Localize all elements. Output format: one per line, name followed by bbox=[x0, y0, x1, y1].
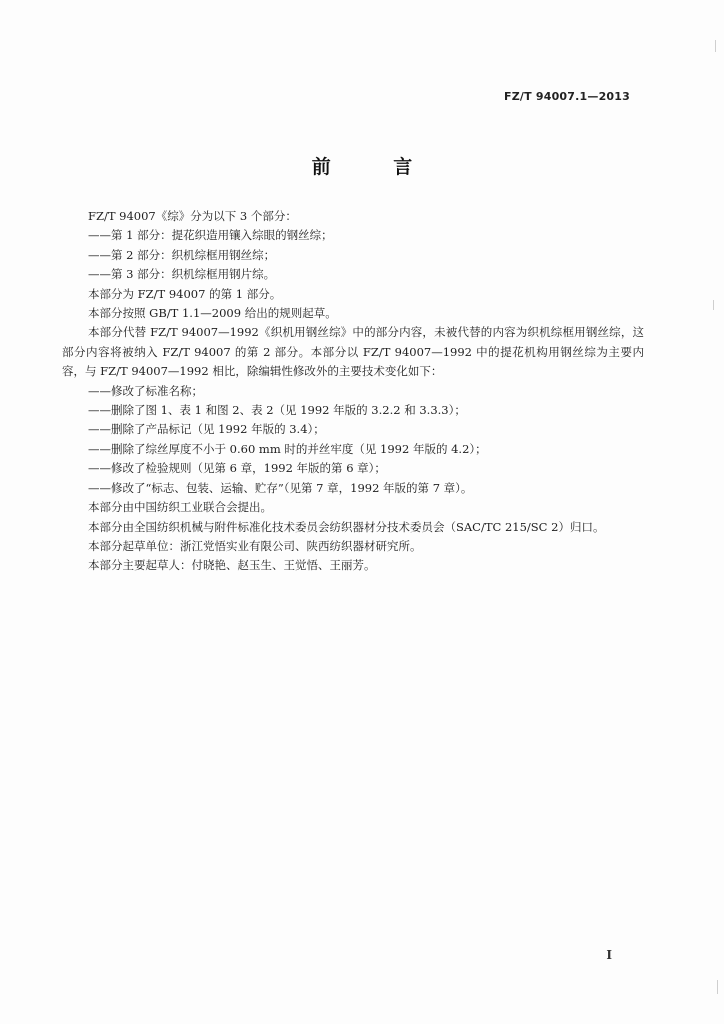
page-title: 前 言 bbox=[311, 156, 441, 178]
standard-number: FZ/T 94007.1—2013 bbox=[504, 90, 630, 103]
paragraph-drafters: 本部分主要起草人：付晓艳、赵玉生、王觉悟、王丽芳。 bbox=[88, 558, 376, 573]
list-item-change-5: ——修改了检验规则（见第 6 章，1992 年版的第 6 章）； bbox=[88, 461, 386, 476]
list-item-change-1: ——修改了标准名称； bbox=[88, 383, 203, 398]
list-item-part-3: ——第 3 部分：织机综框用钢片综。 bbox=[88, 267, 276, 282]
paragraph-parts-intro: FZ/T 94007《综》分为以下 3 个部分： bbox=[88, 209, 297, 223]
list-item-change-6: ——修改了“标志、包装、运输、贮存”（见第 7 章，1992 年版的第 7 章）。 bbox=[88, 480, 473, 495]
list-item-part-2: ——第 2 部分：织机综框用钢丝综； bbox=[88, 247, 276, 262]
list-item-part-1: ——第 1 部分：提花织造用镶入综眼的钢丝综； bbox=[88, 228, 333, 243]
scan-edge-mark bbox=[713, 300, 714, 310]
paragraph-replacement: 本部分代替 FZ/T 94007—1992《织机用钢丝综》中的部分内容，未被代替的内容为织机综框用钢丝综，这部分内容将被纳入 FZ/T 94007 的第 2 部分。本部分以 FZ/T 94007—1992 中的提花机构用钢丝综为主要内容，与 FZ/T 94007—1992 相比，除编辑性修改外的主要技术变化如下： bbox=[62, 325, 644, 379]
paragraph-drafting-units: 本部分起草单位：浙江党悟实业有限公司、陕西纺织器材研究所。 bbox=[88, 538, 422, 553]
paragraph-this-part: 本部分为 FZ/T 94007 的第 1 部分。 bbox=[88, 286, 282, 301]
page-number: I bbox=[606, 948, 612, 962]
paragraph-proposer: 本部分由中国纺织工业联合会提出。 bbox=[88, 500, 272, 515]
list-item-change-2: ——删除了图 1、表 1 和图 2、表 2（见 1992 年版的 3.2.2 和 3.3.3）； bbox=[88, 403, 466, 418]
list-item-change-3: ——删除了产品标记（见 1992 年版的 3.4）； bbox=[88, 422, 325, 437]
scan-edge-mark bbox=[717, 980, 718, 994]
list-item-change-4: ——删除了综丝厚度不小于 0.60 mm 时的并丝牢度（见 1992 年版的 4.2）； bbox=[88, 441, 487, 456]
paragraph-drafting-rules: 本部分按照 GB/T 1.1—2009 给出的规则起草。 bbox=[88, 306, 337, 321]
foreword-body bbox=[62, 207, 644, 576]
scan-edge-mark bbox=[715, 40, 716, 52]
paragraph-committee: 本部分由全国纺织机械与附件标准化技术委员会纺织器材分技术委员会（SAC/TC 215/SC 2）归口。 bbox=[88, 519, 605, 534]
